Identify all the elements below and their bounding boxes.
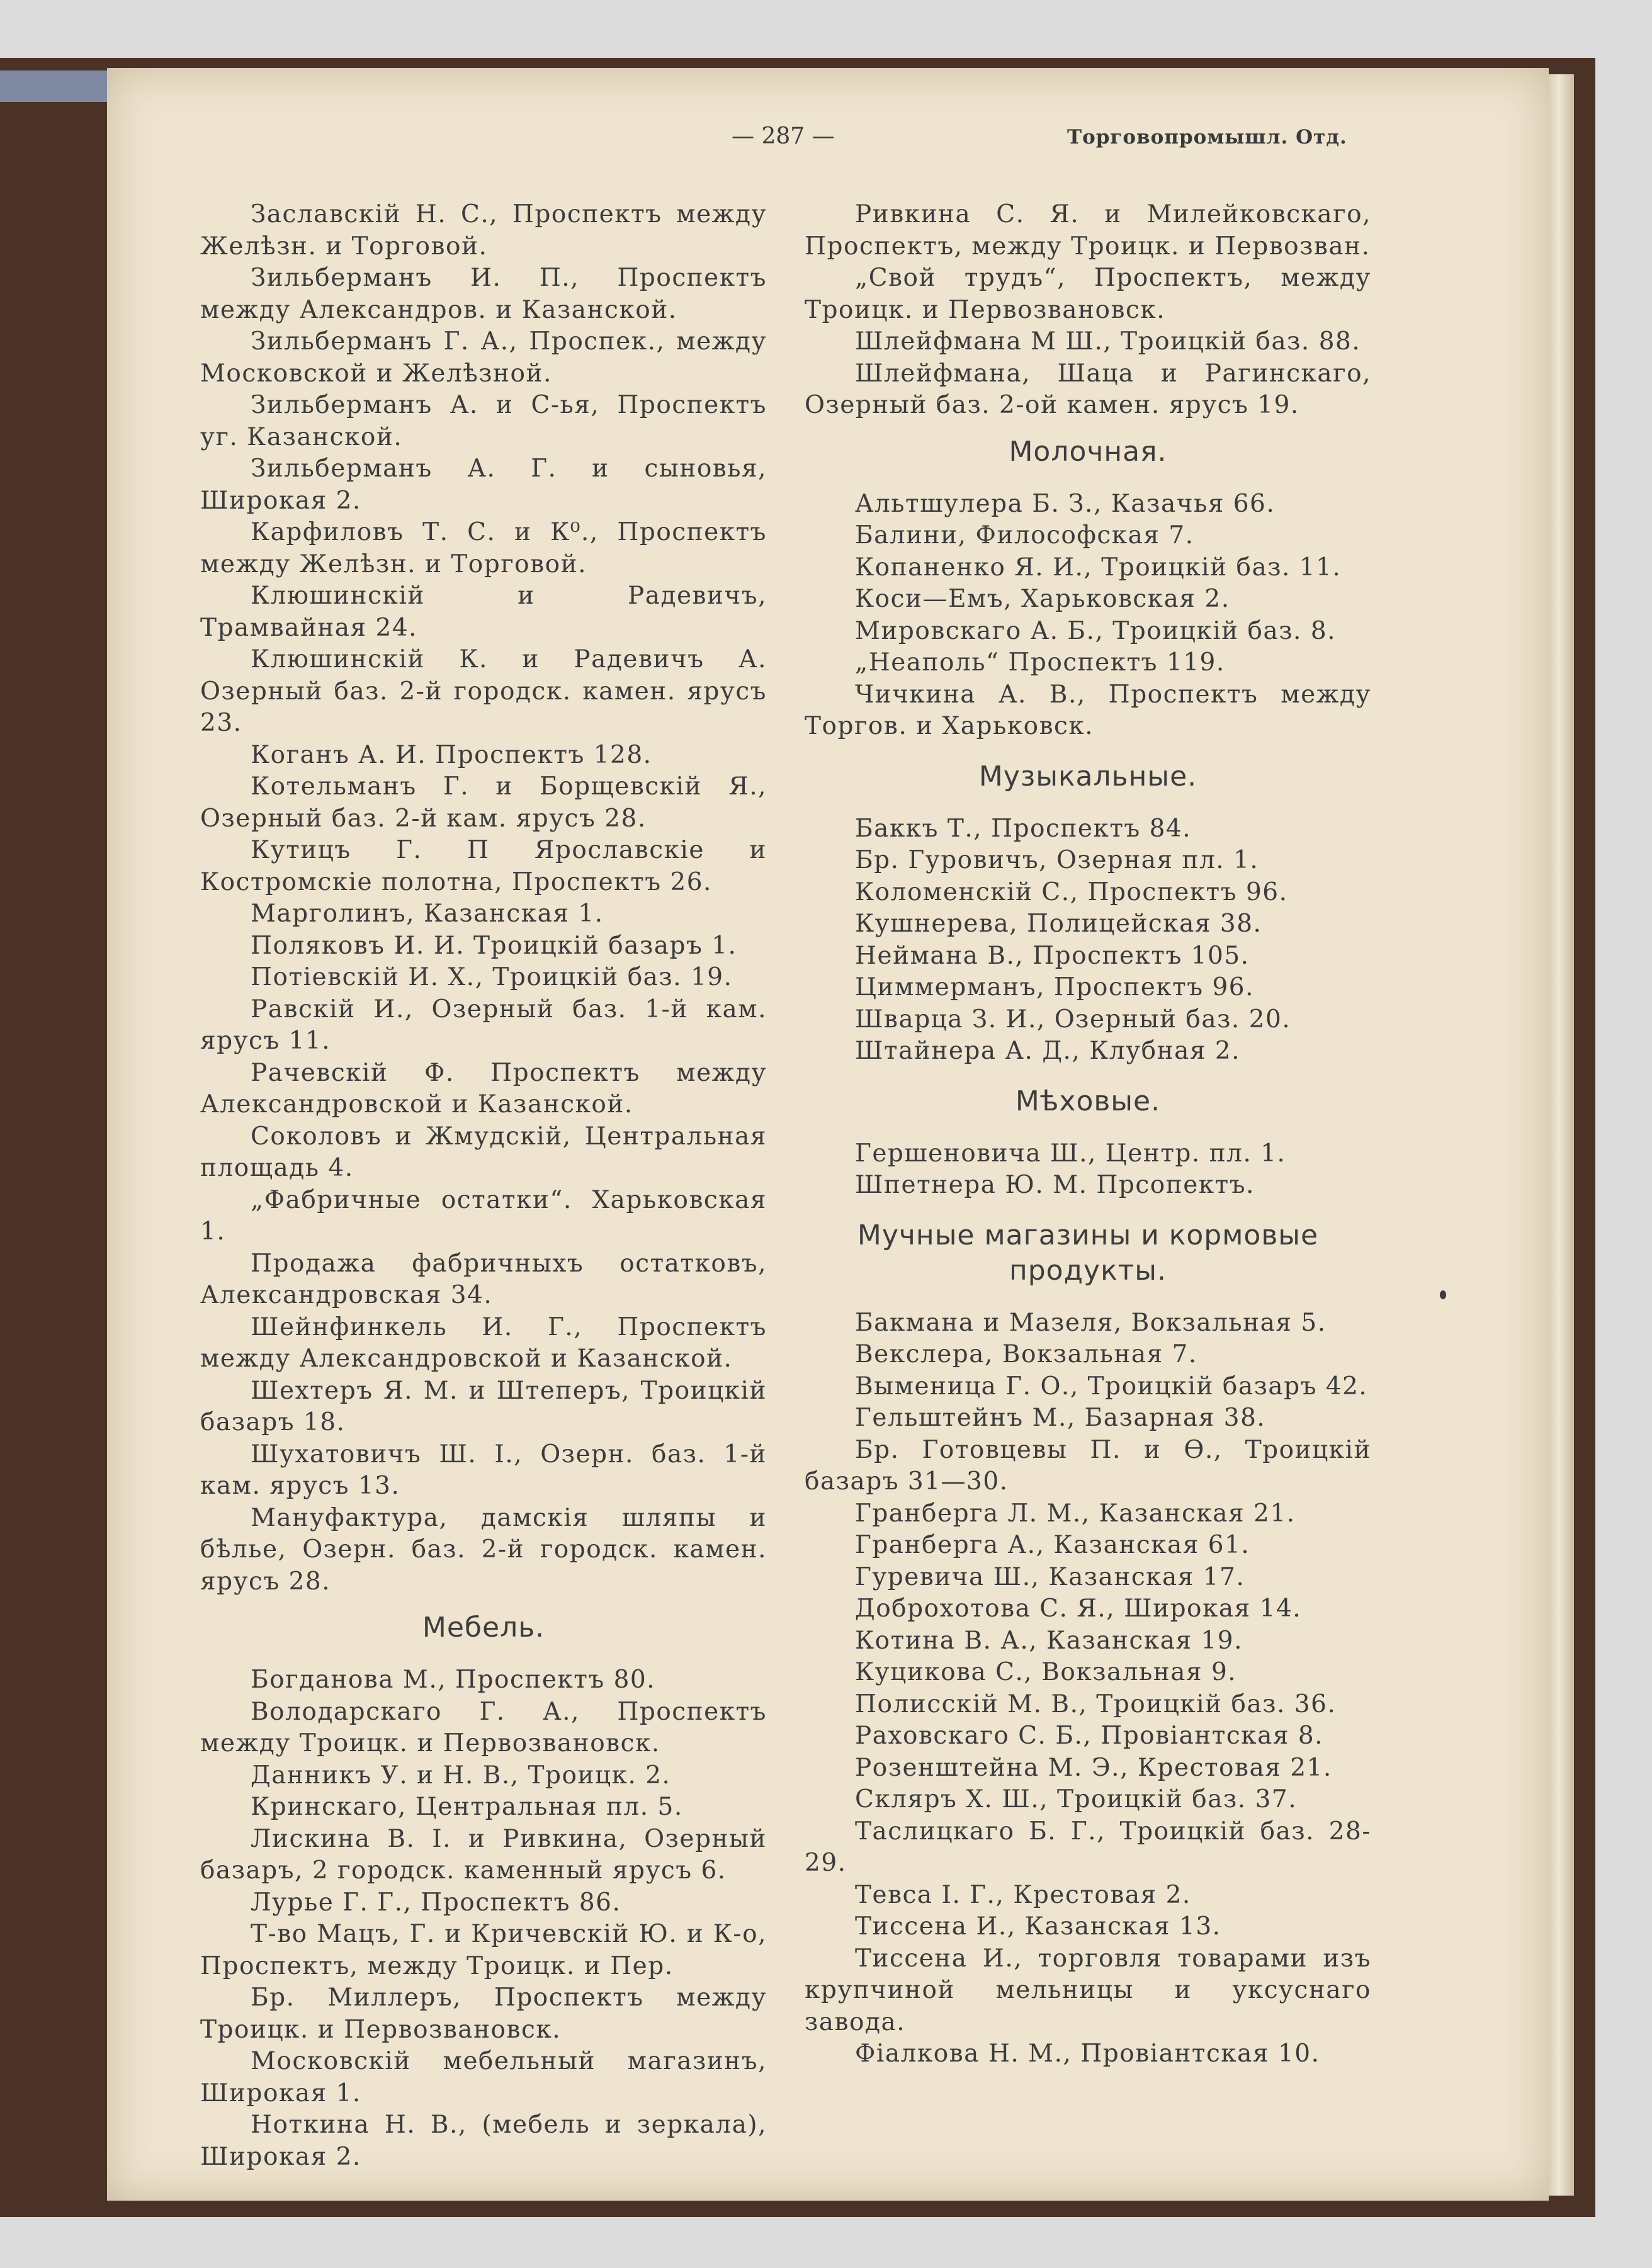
directory-entry: Циммерманъ, Проспектъ 96. <box>855 973 1254 1001</box>
directory-entry: Клюшинскій К. и Радевичъ А. Озерный баз. 2-й городск. камен. ярусъ 23. <box>200 645 767 737</box>
directory-entry: Равскій И., Озерный баз. 1-й кам. ярусъ 11. <box>200 995 767 1055</box>
directory-entry: Тиссена И., Казанская 13. <box>855 1912 1221 1941</box>
directory-entry: Марголинъ, Казанская 1. <box>251 900 604 928</box>
page-number: — 287 — <box>732 123 835 149</box>
directory-entry: Раховскаго С. Б., Провіантская 8. <box>855 1722 1324 1750</box>
directory-entry: „Фабричные остатки“. Харьковская 1. <box>200 1185 767 1246</box>
directory-entry: Шухатовичъ Ш. І., Озерн. баз. 1-й кам. ярусъ 13. <box>200 1440 767 1500</box>
directory-entry: Гуревича Ш., Казанская 17. <box>855 1562 1245 1591</box>
directory-entry: Доброхотова С. Я., Широкая 14. <box>855 1594 1302 1623</box>
section-heading: Музыкальные. <box>978 760 1197 793</box>
directory-entry: Бр. Гуровичъ, Озерная пл. 1. <box>855 846 1259 874</box>
directory-entry: „Свой трудъ“, Проспектъ, между Троицк. и Первозвановск. <box>805 264 1371 324</box>
directory-entry: Мировскаго А. Б., Троицкій баз. 8. <box>855 616 1337 645</box>
directory-entry: Бакмана и Мазеля, Вокзальная 5. <box>855 1308 1327 1337</box>
directory-entry: Зильберманъ А. Г. и сыновья, Широкая 2. <box>200 454 767 515</box>
ink-spot <box>1440 1290 1446 1299</box>
directory-entry: Выменица Г. О., Троицкій базаръ 42. <box>855 1372 1368 1401</box>
directory-entry: Кринскаго, Центральная пл. 5. <box>251 1793 683 1821</box>
directory-entry: Карфиловъ Т. С. и К⁰., Проспектъ между Желѣзн. и Торговой. <box>200 518 767 578</box>
directory-entry: Шлейфмана М Ш., Троицкій баз. 88. <box>855 327 1361 356</box>
directory-entry: Скляръ Х. Ш., Троицкій баз. 37. <box>855 1785 1298 1814</box>
directory-entry: Копаненко Я. И., Троицкій баз. 11. <box>855 553 1342 582</box>
directory-entry: Неймана В., Проспектъ 105. <box>855 941 1250 970</box>
directory-entry: Шлейфмана, Шаца и Рагинскаго, Озерный баз. 2-ой камен. ярусъ 19. <box>805 359 1371 419</box>
right-column <box>805 199 1371 2070</box>
directory-entry: Клюшинскій и Радевичъ, Трамвайная 24. <box>200 582 767 642</box>
directory-entry: Шварца З. И., Озерный баз. 20. <box>855 1005 1291 1034</box>
directory-entry: Данникъ У. и Н. В., Троицк. 2. <box>251 1761 671 1790</box>
directory-entry: Чичкина А. В., Проспектъ между Торгов. и Харьковск. <box>805 680 1371 740</box>
directory-entry: Соколовъ и Жмудскій, Центральная площадь 4. <box>200 1122 767 1182</box>
directory-entry: Котельманъ Г. и Борщевскій Я., Озерный баз. 2-й кам. ярусъ 28. <box>200 772 767 833</box>
directory-entry: Коганъ А. И. Проспектъ 128. <box>251 740 652 769</box>
directory-entry: Кутицъ Г. П Ярославскіе и Костромскіе полотна, Проспектъ 26. <box>200 836 767 896</box>
directory-entry: Шехтеръ Я. М. и Штеперъ, Троицкій базаръ 18. <box>200 1376 767 1436</box>
directory-entry: Векслера, Вокзальная 7. <box>855 1340 1197 1368</box>
directory-entry: Коси—Емъ, Харьковская 2. <box>855 585 1230 613</box>
directory-entry: Т-во Мацъ, Г. и Кричевскій Ю. и К-о, Проспектъ, между Троицк. и Пер. <box>200 1920 767 1980</box>
directory-entry: Заславскій Н. С., Проспектъ между Желѣзн. и Торговой. <box>200 200 767 261</box>
directory-entry: Потіевскій И. Х., Троицкій баз. 19. <box>251 963 733 991</box>
left-column <box>200 199 767 2173</box>
directory-entry: Шейнфинкель И. Г., Проспектъ между Александровской и Казанской. <box>200 1312 767 1373</box>
directory-entry: Гершеновича Ш., Центр. пл. 1. <box>855 1139 1286 1168</box>
directory-entry: Ноткина Н. В., (мебель и зеркала), Широкая 2. <box>200 2111 767 2171</box>
directory-entry: Лурье Г. Г., Проспектъ 86. <box>251 1888 621 1917</box>
directory-entry: Зильберманъ А. и С-ья, Проспектъ уг. Казанской. <box>200 391 767 451</box>
directory-entry: Котина В. А., Казанская 19. <box>855 1626 1243 1655</box>
directory-entry: Бр. Миллеръ, Проспектъ между Троицк. и Первозвановск. <box>200 1983 767 2044</box>
directory-entry: Гранберга А., Казанская 61. <box>855 1531 1250 1559</box>
directory-entry: Балини, Философская 7. <box>855 521 1194 550</box>
directory-entry: Тевса І. Г., Крестовая 2. <box>855 1880 1191 1909</box>
directory-entry: Мануфактура, дамскія шляпы и бѣлье, Озерн. баз. 2-й городск. камен. ярусъ 28. <box>200 1503 767 1596</box>
directory-entry: Тиссена И., торговля товарами изъ крупчиной мельницы и уксуснаго завода. <box>805 1944 1371 2036</box>
section-heading: Мучные магазины и кормовые продукты. <box>857 1219 1319 1287</box>
spine-label <box>0 71 120 102</box>
directory-entry: Зильберманъ И. П., Проспектъ между Александров. и Казанской. <box>200 264 767 324</box>
directory-entry: Ривкина С. Я. и Милейковскаго, Проспектъ, между Троицк. и Первозван. <box>805 200 1371 261</box>
directory-entry: Зильберманъ Г. А., Проспек., между Московской и Желѣзной. <box>200 327 767 388</box>
directory-entry: Фіалкова Н. М., Провіантская 10. <box>855 2040 1320 2068</box>
section-heading: Молочная. <box>1009 435 1167 468</box>
running-header: Торговопромышл. Отд. <box>1067 126 1347 149</box>
directory-entry: Продажа фабричныхъ остатковъ, Александровская 34. <box>200 1249 767 1309</box>
directory-entry: Куцикова С., Вокзальная 9. <box>855 1658 1237 1686</box>
directory-entry: Гельштейнъ М., Базарная 38. <box>855 1404 1266 1432</box>
page-edge <box>1549 74 1574 2196</box>
directory-entry: „Неаполь“ Проспектъ 119. <box>855 648 1225 677</box>
directory-entry: Штайнера А. Д., Клубная 2. <box>855 1037 1241 1065</box>
section-heading: Мѣховые. <box>1015 1085 1161 1117</box>
directory-entry: Шпетнера Ю. М. Прсопектъ. <box>855 1171 1255 1199</box>
directory-entry: Коломенскій С., Проспектъ 96. <box>855 877 1288 906</box>
directory-entry: Московскій мебельный магазинъ, Широкая 1. <box>200 2047 767 2107</box>
directory-entry: Лискина В. І. и Ривкина, Озерный базаръ, 2 городск. каменный ярусъ 6. <box>200 1824 767 1885</box>
directory-entry: Поляковъ И. И. Троицкій базаръ 1. <box>251 931 737 960</box>
section-heading: Мебель. <box>422 1611 545 1644</box>
directory-entry: Полисскій М. В., Троицкій баз. 36. <box>855 1690 1337 1718</box>
directory-entry: Богданова М., Проспектъ 80. <box>251 1666 656 1694</box>
directory-entry: Розенштейна М. Э., Крестовая 21. <box>855 1753 1332 1782</box>
directory-entry: Гранберга Л. М., Казанская 21. <box>855 1499 1296 1528</box>
directory-entry: Володарскаго Г. А., Проспектъ между Троицк. и Первозвановск. <box>200 1697 767 1757</box>
directory-entry: Рачевскій Ф. Проспектъ между Александровской и Казанской. <box>200 1058 767 1119</box>
directory-entry: Таслицкаго Б. Г., Троицкій баз. 28-29. <box>805 1817 1371 1877</box>
directory-entry: Кушнерева, Полицейская 38. <box>855 910 1262 938</box>
directory-entry: Баккъ Т., Проспектъ 84. <box>855 814 1192 843</box>
directory-entry: Бр. Готовцевы П. и Ѳ., Троицкій базаръ 31—30. <box>805 1435 1371 1496</box>
directory-entry: Альтшулера Б. З., Казачья 66. <box>855 489 1276 518</box>
